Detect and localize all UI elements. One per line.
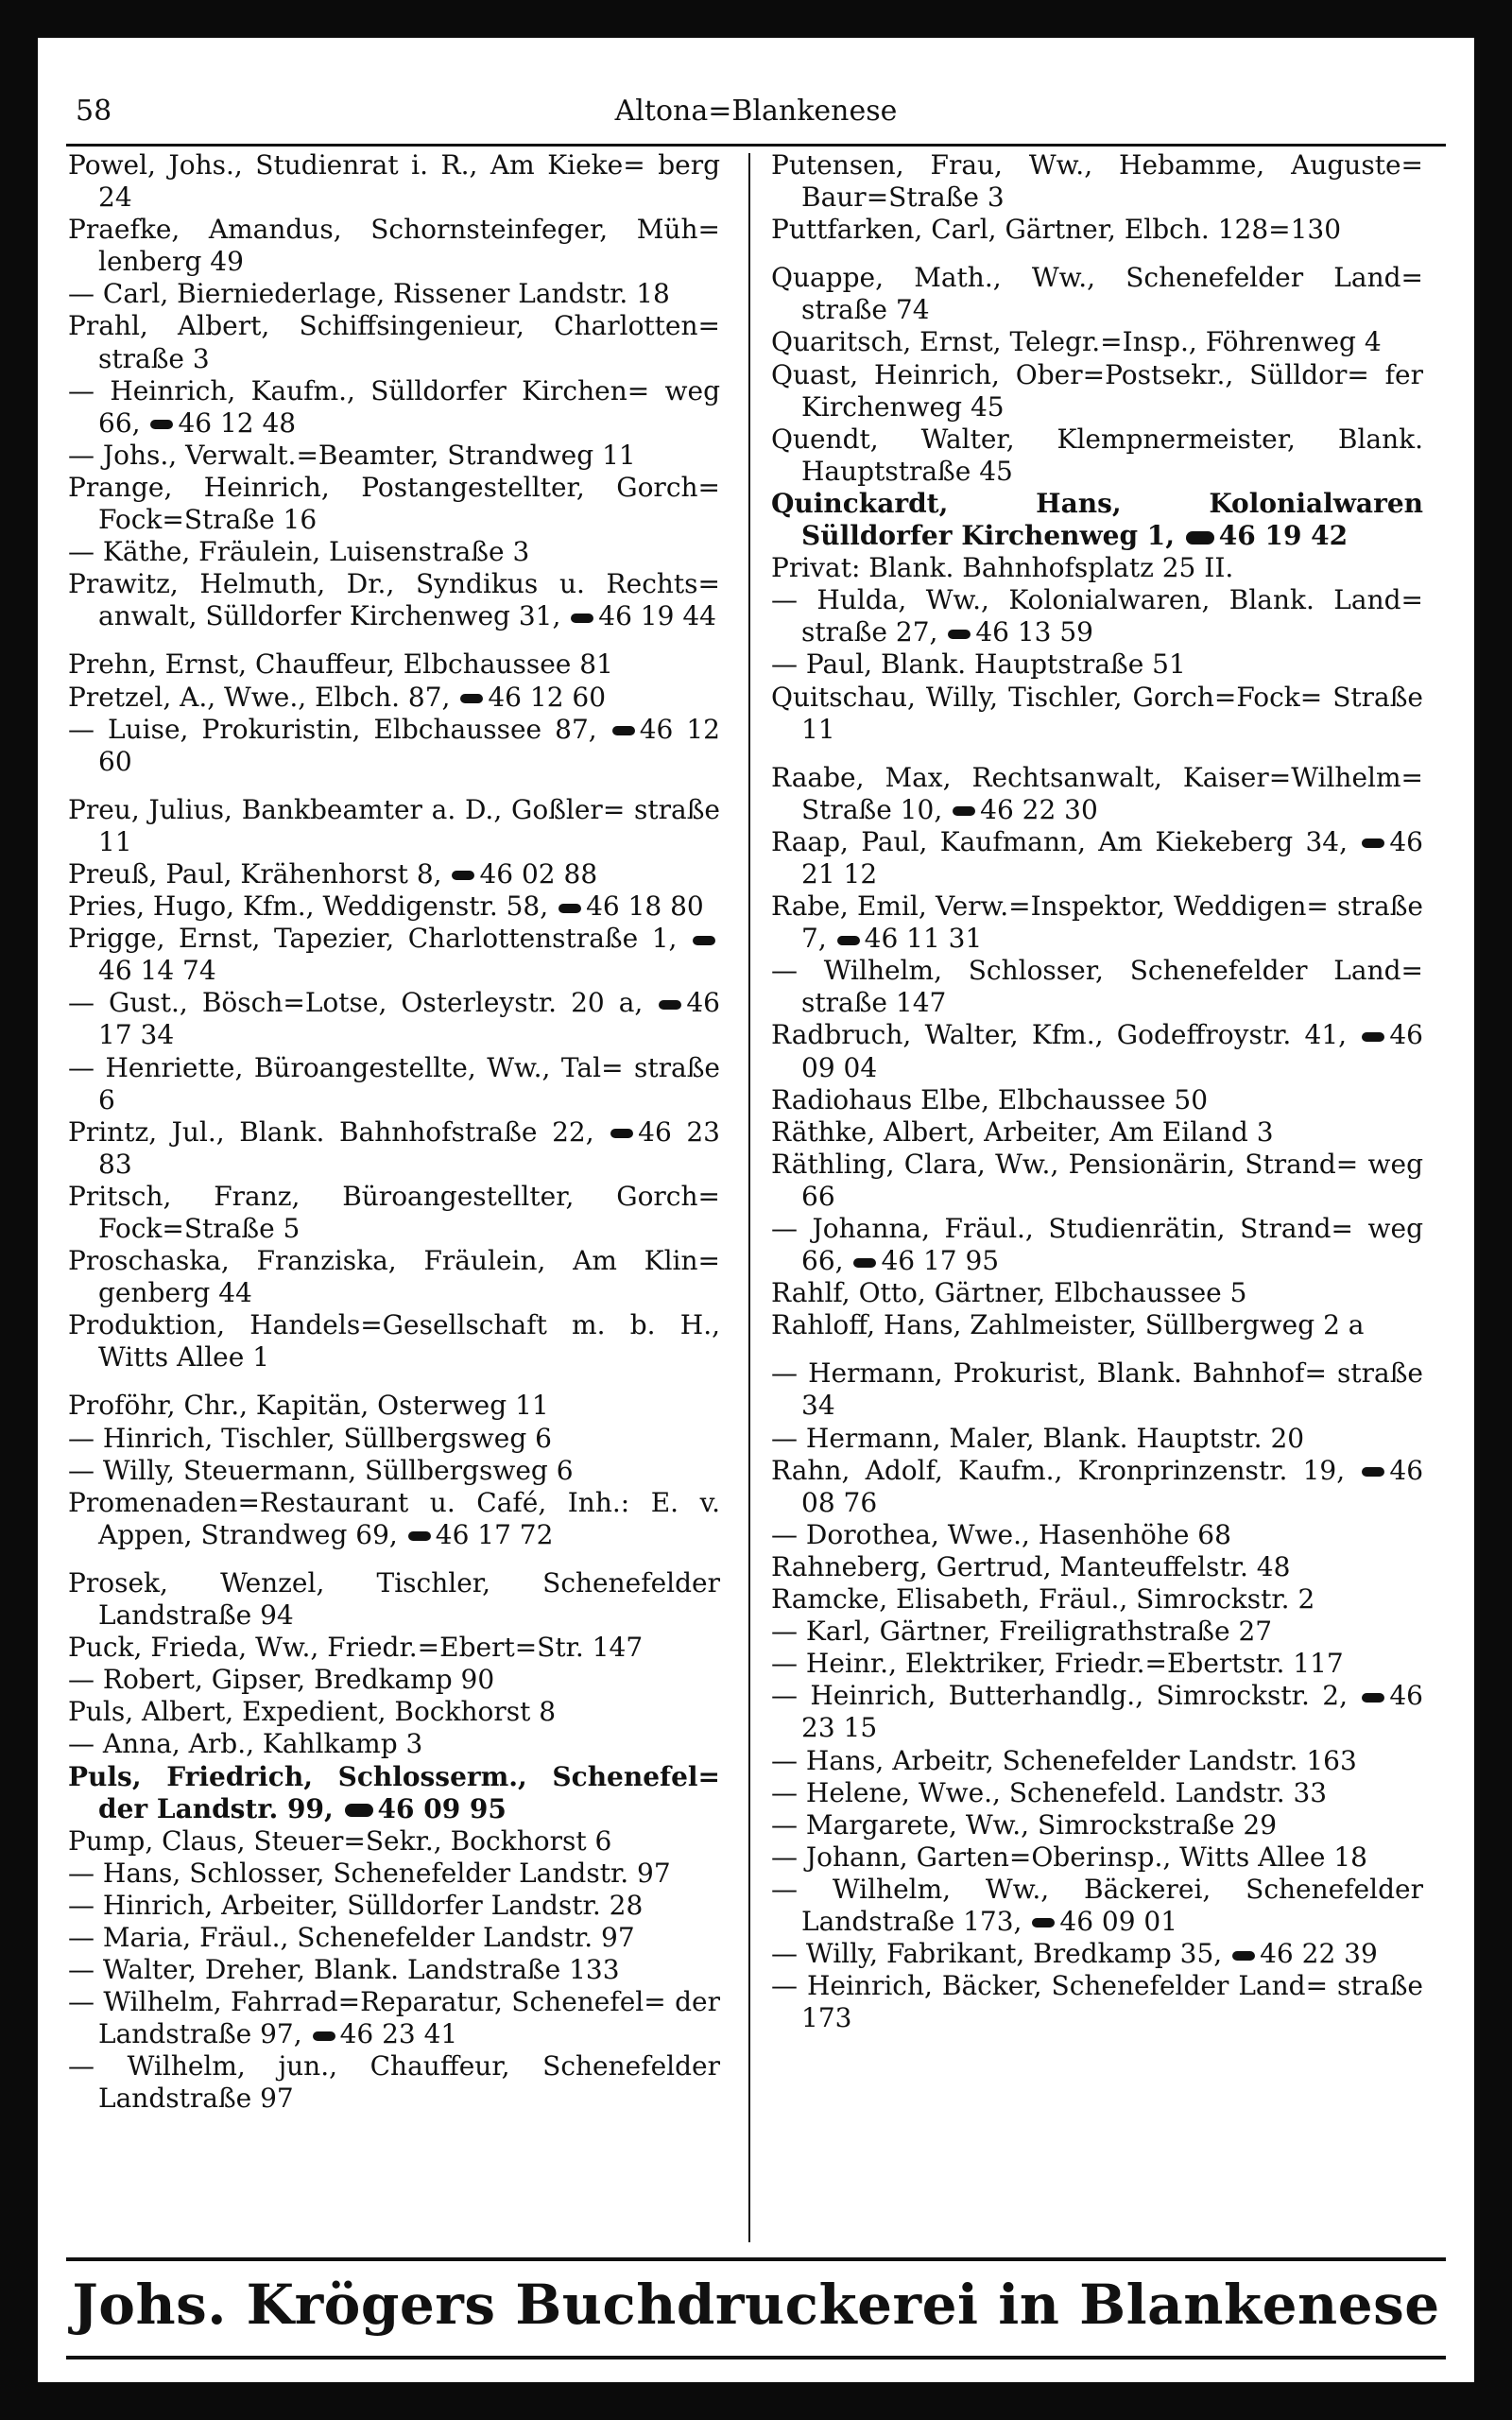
telephone-number: 46 17 95 (881, 1245, 1000, 1277)
directory-page (38, 38, 1474, 2382)
entry-text: Rahlf, Otto, Gärtner, Elbchaussee 5 (771, 1277, 1247, 1309)
directory-entry (68, 149, 720, 214)
directory-entry (771, 1019, 1423, 1083)
telephone-icon (1362, 838, 1384, 848)
directory-entry (771, 1455, 1423, 1519)
page-title: Altona=Blankenese (614, 95, 898, 128)
directory-entry (771, 424, 1423, 488)
entry-text: Proschaska, Franziska, Fräulein, Am Klin= genberg 44 (68, 1245, 720, 1309)
entry-text: — Luise, Prokuristin, Elbchaussee 87, (68, 713, 597, 745)
entry-text: — Wilhelm, Ww., Bäckerei, Schenefelder Landstraße 173, (771, 1873, 1423, 1937)
directory-entry (771, 1277, 1423, 1309)
directory-entry (771, 488, 1423, 552)
directory-entry (771, 1213, 1423, 1277)
footer-advertisement: Johs. Krögers Buchdruckerei in Blankenese (72, 2273, 1440, 2337)
directory-entry (771, 1309, 1423, 1341)
entry-text: Puck, Frieda, Ww., Friedr.=Ebert=Str. 147 (68, 1632, 644, 1664)
entry-text: — Johs., Verwalt.=Beamter, Strandweg 11 (68, 439, 636, 471)
directory-entry (68, 472, 720, 536)
directory-entry (68, 310, 720, 374)
entry-text: — Wilhelm, jun., Chauffeur, Schenefelder Landstraße 97 (68, 2050, 720, 2115)
entry-text: — Hermann, Prokurist, Blank. Bahnhof= straße 34 (771, 1357, 1423, 1422)
directory-entry (68, 987, 720, 1051)
entry-text: Quendt, Walter, Klempnermeister, Blank. Hauptstraße 45 (771, 423, 1423, 487)
entry-text: — Anna, Arb., Kahlkamp 3 (68, 1728, 423, 1760)
entry-text: — Hulda, Ww., Kolonialwaren, Blank. Land= straße 27, (771, 584, 1423, 648)
telephone-icon (1186, 531, 1214, 544)
entry-text: Puls, Friedrich, Schlosserm., Schenefel= der Landstr. 99, (68, 1760, 720, 1824)
telephone-number: 46 23 15 (801, 1680, 1423, 1744)
directory-entry (771, 1648, 1423, 1680)
entry-text: — Wilhelm, Schlosser, Schenefelder Land= straße 147 (771, 955, 1423, 1019)
header-rule (66, 144, 1446, 147)
directory-entry (771, 682, 1423, 746)
telephone-number: 46 17 34 (98, 987, 720, 1051)
entry-text: Pritsch, Franz, Büroangestellter, Gorch= Fock=Straße 5 (68, 1180, 720, 1244)
entry-text: Rabe, Emil, Verw.=Inspektor, Weddigen= straße 7, (771, 890, 1423, 955)
directory-entry (771, 214, 1423, 246)
directory-entry (68, 1116, 720, 1181)
directory-entry (771, 648, 1423, 681)
entry-text: Putensen, Frau, Ww., Hebamme, Auguste= Baur=Straße 3 (771, 149, 1423, 214)
telephone-number: 46 22 30 (980, 793, 1098, 825)
directory-entry (771, 1357, 1423, 1422)
footer-rule-bottom (66, 2356, 1446, 2360)
directory-entry (771, 149, 1423, 214)
entry-text: Quitschau, Willy, Tischler, Gorch=Fock= Straße 11 (771, 681, 1423, 745)
entry-text: Preu, Julius, Bankbeamter a. D., Goßler= straße 11 (68, 793, 720, 857)
telephone-icon (610, 1129, 633, 1138)
directory-entry (68, 648, 720, 681)
right-column (771, 149, 1423, 2034)
telephone-number: 46 21 12 (801, 825, 1423, 890)
directory-entry (68, 2050, 720, 2115)
directory-entry (68, 1245, 720, 1309)
entry-text: Quinckardt, Hans, Kolonialwaren Sülldorfer Kirchenweg 1, (771, 487, 1423, 552)
left-column (68, 149, 720, 2116)
entry-text: — Heinrich, Butterhandlg., Simrockstr. 2, (771, 1680, 1348, 1712)
entry-text: Puttfarken, Carl, Gärtner, Elbch. 128=130 (771, 214, 1342, 246)
entry-text: — Hermann, Maler, Blank. Hauptstr. 20 (771, 1422, 1305, 1454)
column-divider (748, 153, 750, 2242)
telephone-number: 46 22 39 (1260, 1938, 1378, 1970)
telephone-number: 46 08 76 (801, 1454, 1424, 1518)
directory-entry (771, 1777, 1423, 1809)
directory-entry (68, 714, 720, 778)
directory-entry (68, 1761, 720, 1825)
directory-entry (771, 1084, 1423, 1116)
directory-entry (68, 1423, 720, 1455)
entry-text: Powel, Johs., Studienrat i. R., Am Kieke= berg 24 (68, 149, 720, 214)
entry-text: — Käthe, Fräulein, Luisenstraße 3 (68, 536, 530, 568)
directory-entry (68, 1696, 720, 1728)
telephone-number: 46 19 42 (1218, 520, 1349, 552)
telephone-number: 46 13 59 (975, 616, 1093, 648)
directory-entry (771, 1583, 1423, 1616)
telephone-number: 46 18 80 (586, 890, 704, 923)
directory-entry (771, 826, 1423, 890)
directory-entry (771, 1841, 1423, 1874)
directory-entry (771, 1616, 1423, 1648)
telephone-number: 46 12 48 (178, 406, 297, 439)
telephone-number: 46 17 72 (435, 1518, 554, 1550)
directory-entry (771, 1970, 1423, 2034)
directory-entry (771, 1874, 1423, 1938)
page-number: 58 (76, 95, 112, 128)
directory-entry (771, 584, 1423, 648)
entry-text: Proföhr, Chr., Kapitän, Osterweg 11 (68, 1390, 549, 1422)
entry-text: Raabe, Max, Rechtsanwalt, Kaiser=Wilhelm= Straße 10, (771, 761, 1423, 825)
entry-text: Pries, Hugo, Kfm., Weddigenstr. 58, (68, 890, 549, 923)
telephone-number: 46 23 83 (98, 1115, 720, 1180)
entry-text: Promenaden=Restaurant u. Café, Inh.: E. v. Appen, Strandweg 69, (68, 1486, 720, 1550)
directory-entry (771, 1938, 1423, 1970)
directory-entry (771, 359, 1423, 424)
telephone-icon (612, 726, 635, 735)
directory-entry (68, 858, 720, 890)
directory-entry (68, 536, 720, 568)
directory-entry (68, 1825, 720, 1858)
entry-text: — Helene, Wwe., Schenefeld. Landstr. 33 (771, 1776, 1328, 1808)
entry-text: Puls, Albert, Expedient, Bockhorst 8 (68, 1696, 557, 1728)
entry-text: Räthling, Clara, Ww., Pensionärin, Strand= weg 66 (771, 1148, 1423, 1212)
directory-entry (68, 794, 720, 858)
entry-text: — Johanna, Fräul., Studienrätin, Strand= weg 66, (771, 1213, 1423, 1277)
entry-text: Radbruch, Walter, Kfm., Godeffroystr. 41, (771, 1019, 1348, 1051)
telephone-number: 46 12 60 (98, 713, 720, 777)
telephone-icon (837, 936, 860, 945)
directory-entry (68, 1890, 720, 1922)
directory-entry (68, 1181, 720, 1245)
directory-entry (68, 375, 720, 440)
entry-text: Prange, Heinrich, Postangestellter, Gorch= Fock=Straße 16 (68, 471, 720, 536)
directory-entry (771, 1809, 1423, 1841)
entry-text: — Hinrich, Tischler, Süllbergsweg 6 (68, 1422, 552, 1454)
entry-text: Pump, Claus, Steuer=Sekr., Bockhorst 6 (68, 1824, 612, 1857)
entry-text: Prosek, Wenzel, Tischler, Schenefelder Landstraße 94 (68, 1566, 720, 1632)
entry-text: — Gust., Bösch=Lotse, Osterleystr. 20 a, (68, 987, 644, 1019)
directory-entry (771, 1423, 1423, 1455)
directory-entry (68, 1309, 720, 1374)
entry-text: Rahloff, Hans, Zahlmeister, Süllbergweg 2 a (771, 1309, 1365, 1341)
entry-text: — Walter, Dreher, Blank. Landstraße 133 (68, 1954, 620, 1986)
telephone-icon (150, 420, 173, 429)
entry-text: — Robert, Gipser, Bredkamp 90 (68, 1664, 495, 1696)
telephone-number: 46 02 88 (479, 857, 598, 890)
directory-entry (771, 1519, 1423, 1551)
entry-text: — Johann, Garten=Oberinsp., Witts Allee 18 (771, 1841, 1367, 1873)
directory-entry (771, 1680, 1423, 1744)
entry-text: Radiohaus Elbe, Elbchaussee 50 (771, 1083, 1209, 1115)
entry-text: Prigge, Ernst, Tapezier, Charlottenstraße 1, (68, 923, 678, 955)
entry-text: — Dorothea, Wwe., Hasenhöhe 68 (771, 1518, 1231, 1550)
telephone-icon (659, 1000, 681, 1010)
directory-entry (68, 682, 720, 714)
directory-entry (771, 762, 1423, 826)
telephone-icon (1362, 1032, 1384, 1042)
telephone-icon (460, 694, 483, 703)
telephone-number: 46 14 74 (98, 955, 216, 987)
telephone-icon (693, 936, 715, 945)
entry-text: Quappe, Math., Ww., Schenefelder Land= straße 74 (771, 262, 1423, 326)
entry-text: Prahl, Albert, Schiffsingenieur, Charlotten= straße 3 (68, 310, 720, 374)
entry-text: — Heinrich, Kaufm., Sülldorfer Kirchen= weg 66, (68, 374, 720, 439)
directory-entry (68, 1567, 720, 1632)
telephone-icon (452, 871, 474, 880)
entry-text: — Henriette, Büroangestellte, Ww., Tal= straße 6 (68, 1051, 720, 1115)
directory-entry (68, 1858, 720, 1890)
directory-entry (68, 1922, 720, 1954)
directory-entry (771, 955, 1423, 1019)
entry-text: Printz, Jul., Blank. Bahnhofstraße 22, (68, 1115, 594, 1148)
directory-entry (771, 1551, 1423, 1583)
footer-rule-top (66, 2257, 1446, 2261)
entry-text: — Hinrich, Arbeiter, Sülldorfer Landstr. 28 (68, 1889, 644, 1921)
entry-text: Praefke, Amandus, Schornsteinfeger, Müh= lenberg 49 (68, 214, 720, 278)
directory-entry (68, 890, 720, 923)
telephone-number: 46 12 60 (488, 681, 607, 713)
directory-entry (68, 1986, 720, 2050)
directory-entry (68, 1455, 720, 1487)
entry-text: Privat: Blank. Bahnhofsplatz 25 II. (771, 552, 1234, 584)
directory-entry (68, 1052, 720, 1116)
entry-text: — Maria, Fräul., Schenefelder Landstr. 97 (68, 1921, 635, 1953)
page-header (66, 95, 1446, 136)
entry-text: Quaritsch, Ernst, Telegr.=Insp., Föhrenweg 4 (771, 326, 1382, 358)
entry-text: Preuß, Paul, Krähenhorst 8, (68, 857, 442, 890)
entry-text: Pretzel, A., Wwe., Elbch. 87, (68, 681, 451, 713)
directory-entry (68, 1390, 720, 1422)
telephone-icon (408, 1531, 431, 1541)
directory-entry (771, 1149, 1423, 1213)
entry-text: — Hans, Arbeitr, Schenefelder Landstr. 163 (771, 1744, 1357, 1776)
telephone-icon (345, 1804, 373, 1817)
telephone-icon (853, 1258, 876, 1268)
directory-entry (68, 923, 720, 987)
entry-text: Rahn, Adolf, Kaufm., Kronprinzenstr. 19, (771, 1454, 1346, 1486)
entry-text: Räthke, Albert, Arbeiter, Am Eiland 3 (771, 1115, 1274, 1148)
telephone-icon (1232, 1951, 1255, 1961)
directory-entry (68, 1664, 720, 1696)
telephone-icon (948, 630, 971, 639)
telephone-number: 46 09 95 (377, 1792, 507, 1824)
telephone-icon (1362, 1693, 1384, 1703)
entry-text: — Karl, Gärtner, Freiligrathstraße 27 (771, 1616, 1273, 1648)
directory-entry (771, 1116, 1423, 1149)
directory-entry (68, 214, 720, 278)
entry-text: Prehn, Ernst, Chauffeur, Elbchaussee 81 (68, 648, 613, 681)
directory-entry (68, 278, 720, 310)
directory-entry (771, 1745, 1423, 1777)
directory-entry (68, 568, 720, 632)
directory-entry (771, 552, 1423, 584)
telephone-icon (1362, 1467, 1384, 1477)
directory-entry (771, 890, 1423, 955)
entry-text: — Paul, Blank. Hauptstraße 51 (771, 648, 1186, 681)
entry-text: Raap, Paul, Kaufmann, Am Kiekeberg 34, (771, 825, 1349, 857)
entry-text: Quast, Heinrich, Ober=Postsekr., Sülldor= fer Kirchenweg 45 (771, 358, 1423, 423)
entry-text: — Carl, Bierniederlage, Rissener Landstr. 18 (68, 278, 670, 310)
telephone-icon (571, 614, 593, 623)
entry-text: Produktion, Handels=Gesellschaft m. b. H., Witts Allee 1 (68, 1309, 720, 1374)
directory-entry (68, 440, 720, 472)
telephone-number: 46 23 41 (339, 2018, 458, 2050)
directory-entry (68, 1954, 720, 1986)
entry-text: — Willy, Fabrikant, Bredkamp 35, (771, 1938, 1223, 1970)
directory-entry (68, 1728, 720, 1760)
entry-text: Prawitz, Helmuth, Dr., Syndikus u. Rechts= anwalt, Sülldorfer Kirchenweg 31, (68, 568, 720, 632)
telephone-number: 46 11 31 (864, 923, 983, 955)
directory-entry (771, 262, 1423, 326)
telephone-icon (558, 904, 581, 913)
telephone-icon (1032, 1918, 1055, 1927)
directory-entry (68, 1632, 720, 1664)
entry-text: Rahneberg, Gertrud, Manteuffelstr. 48 (771, 1550, 1291, 1582)
entry-text: — Margarete, Ww., Simrockstraße 29 (771, 1808, 1278, 1841)
telephone-number: 46 19 44 (598, 600, 716, 632)
directory-entry (771, 326, 1423, 358)
entry-text: — Heinr., Elektriker, Friedr.=Ebertstr. 117 (771, 1648, 1344, 1680)
entry-text: — Hans, Schlosser, Schenefelder Landstr. 97 (68, 1857, 671, 1889)
entry-text: Ramcke, Elisabeth, Fräul., Simrockstr. 2 (771, 1583, 1315, 1616)
directory-entry (68, 1487, 720, 1551)
telephone-number: 46 09 01 (1059, 1905, 1178, 1937)
entry-text: — Heinrich, Bäcker, Schenefelder Land= straße 173 (771, 1970, 1423, 2034)
entry-text: — Wilhelm, Fahrrad=Reparatur, Schenefel= der Landstraße 97, (68, 1986, 720, 2050)
telephone-icon (953, 806, 975, 816)
telephone-icon (313, 2031, 335, 2041)
entry-text: — Willy, Steuermann, Süllbergsweg 6 (68, 1454, 574, 1486)
telephone-number: 46 09 04 (801, 1019, 1423, 1083)
